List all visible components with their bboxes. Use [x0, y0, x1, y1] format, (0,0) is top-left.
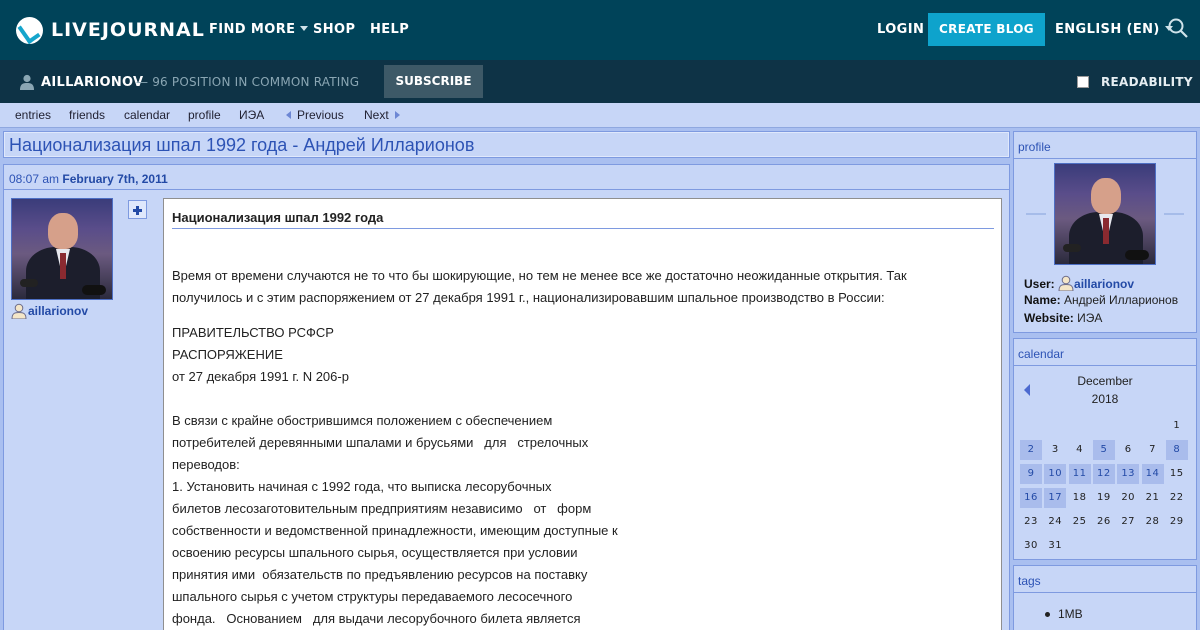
entry-subject: Национализация шпал 1992 года [172, 210, 384, 225]
entry-date-box [3, 164, 1010, 190]
calendar-day: 19 [1097, 492, 1111, 503]
nav-friends[interactable]: friends [69, 108, 106, 122]
calendar-day: 18 [1072, 492, 1087, 503]
arrow-right-icon [395, 111, 400, 119]
document-line: фонда. Основанием для выдачи лесорубочного билета является [172, 611, 581, 626]
entry-paragraph: Время от времени случаются не то что бы шокирующие, но тем не менее все же достаточно неожиданные открытия. Так [172, 268, 907, 283]
calendar-month: December [1077, 374, 1133, 388]
divider [1026, 213, 1046, 215]
entry-content [163, 198, 1002, 630]
calendar-day: 3 [1051, 444, 1059, 455]
nav-previous[interactable]: Previous [286, 108, 344, 122]
document-line: ПРАВИТЕЛЬСТВО РСФСР [172, 325, 334, 340]
profile-user-link[interactable]: aillarionov [1074, 277, 1135, 291]
calendar-day: 15 [1169, 468, 1184, 479]
calendar-day[interactable]: 10 [1044, 464, 1066, 484]
calendar-day[interactable]: 8 [1166, 440, 1188, 460]
profile-avatar[interactable] [1054, 163, 1156, 265]
calendar-day[interactable]: 17 [1044, 488, 1066, 508]
calendar-day: 22 [1169, 492, 1184, 503]
calendar-day[interactable]: 2 [1020, 440, 1042, 460]
profile-user-row: User: aillarionov [1024, 277, 1135, 291]
profile-box [1013, 131, 1197, 333]
calendar-day: 1 [1173, 420, 1181, 431]
journal-nav [0, 103, 1200, 128]
calendar-day[interactable]: 9 [1020, 464, 1042, 484]
calendar-header: calendar [1014, 339, 1196, 366]
calendar-day: 30 [1024, 540, 1038, 551]
nav-find-more[interactable]: FIND MORE [209, 22, 308, 37]
search-icon[interactable] [1168, 18, 1188, 38]
calendar-day[interactable]: 16 [1020, 488, 1042, 508]
nav-iea[interactable]: ИЭА [239, 108, 265, 122]
avatar[interactable] [11, 198, 113, 300]
calendar-day: 4 [1076, 444, 1084, 455]
tag-link[interactable]: 1MB [1058, 607, 1083, 621]
document-line: РАСПОРЯЖЕНИЕ [172, 347, 283, 362]
readability-checkbox[interactable] [1077, 76, 1089, 88]
calendar-day[interactable]: 5 [1093, 440, 1115, 460]
entry-date-link[interactable]: February 7th, 2011 [62, 172, 168, 186]
entry-title-box [3, 131, 1010, 158]
calendar-day[interactable]: 11 [1069, 464, 1091, 484]
nav-profile[interactable]: profile [188, 108, 221, 122]
subject-divider [172, 228, 994, 229]
calendar-day: 26 [1097, 516, 1111, 527]
readability-label[interactable]: READABILITY [1101, 75, 1193, 89]
nav-shop[interactable]: SHOP [313, 22, 356, 37]
entry-paragraph: получилось и с этим распоряжением от 27 декабря 1991 г., национализировавшим шпальное производство в России: [172, 290, 885, 305]
calendar-day: 28 [1145, 516, 1160, 527]
arrow-left-icon [286, 111, 291, 119]
nav-help[interactable]: HELP [370, 22, 410, 37]
journal-username[interactable]: AILLARIONOV [41, 75, 144, 90]
logo-text: LIVEJOURNAL [51, 19, 205, 41]
calendar-day: 24 [1048, 516, 1063, 527]
document-line: освоению ресурсы шпального сырья, осуществляется при условии [172, 545, 578, 560]
document-line: потребителей деревянными шпалами и брусьями для стрелочных [172, 435, 589, 450]
calendar-year: 2018 [1091, 392, 1119, 406]
rating-text: — 96 POSITION IN COMMON RATING [136, 75, 360, 89]
document-line: собственности и ведомственной принадлежности, имеющим доступные к [172, 523, 618, 538]
user-icon[interactable] [1058, 275, 1074, 291]
calendar-day: 27 [1121, 516, 1136, 527]
nav-calendar[interactable]: calendar [124, 108, 171, 122]
entry-datetime: 08:07 am February 7th, 2011 [9, 172, 168, 186]
chevron-down-icon [300, 26, 308, 31]
top-navbar [0, 0, 1200, 60]
profile-name-row: Name: Андрей Илларионов [1024, 293, 1179, 307]
document-line: В связи с крайне обострившимся положением с обеспечением [172, 413, 553, 428]
user-icon[interactable] [11, 303, 27, 319]
login-link[interactable]: LOGIN [877, 22, 925, 37]
calendar-day: 29 [1169, 516, 1184, 527]
calendar-day[interactable]: 13 [1117, 464, 1139, 484]
calendar-day: 31 [1048, 540, 1063, 551]
page-title: Национализация шпал 1992 года - Андрей Илларионов [9, 135, 475, 155]
calendar-day: 20 [1121, 492, 1136, 503]
document-line: от 27 декабря 1991 г. N 206-р [172, 369, 349, 384]
document-line: переводов: [172, 457, 240, 472]
language-selector[interactable]: ENGLISH (EN) [1055, 22, 1173, 37]
calendar-day: 7 [1149, 444, 1156, 455]
profile-header: profile [1014, 132, 1196, 159]
calendar-day: 23 [1024, 516, 1038, 527]
create-blog-button[interactable]: CREATE BLOG [928, 13, 1045, 46]
document-line: билетов лесозаготовительным предприятиям независимо от форм [172, 501, 592, 516]
profile-website-row: Website: ИЭА [1024, 311, 1103, 325]
calendar-box [1013, 338, 1197, 560]
website-link[interactable]: ИЭА [1077, 311, 1103, 325]
calendar-day: 6 [1124, 444, 1132, 455]
poster-username[interactable]: aillarionov [28, 304, 89, 318]
calendar-day: 25 [1072, 516, 1087, 527]
document-line: 1. Установить начиная с 1992 года, что выписка лесорубочных [172, 479, 552, 494]
calendar-day[interactable]: 14 [1142, 464, 1164, 484]
document-line: принятия ими обязательств по предъявлению ресурсов на поставку [172, 567, 588, 582]
divider [1164, 213, 1184, 215]
tags-header: tags [1014, 566, 1196, 593]
tags-box [1013, 565, 1197, 630]
document-line: шпального сырья с учетом структуры передаваемого лесосечного [172, 589, 573, 604]
subscribe-button[interactable]: SUBSCRIBE [384, 65, 483, 98]
add-memory-icon[interactable] [128, 200, 147, 219]
livejournal-logo-icon [16, 17, 43, 44]
journal-header-bar [0, 60, 1200, 103]
user-icon [20, 74, 34, 90]
nav-entries[interactable]: entries [15, 108, 52, 122]
calendar-day[interactable]: 12 [1093, 464, 1115, 484]
livejournal-logo[interactable] [16, 16, 205, 44]
nav-next[interactable]: Next [364, 108, 400, 122]
calendar-day: 21 [1145, 492, 1160, 503]
